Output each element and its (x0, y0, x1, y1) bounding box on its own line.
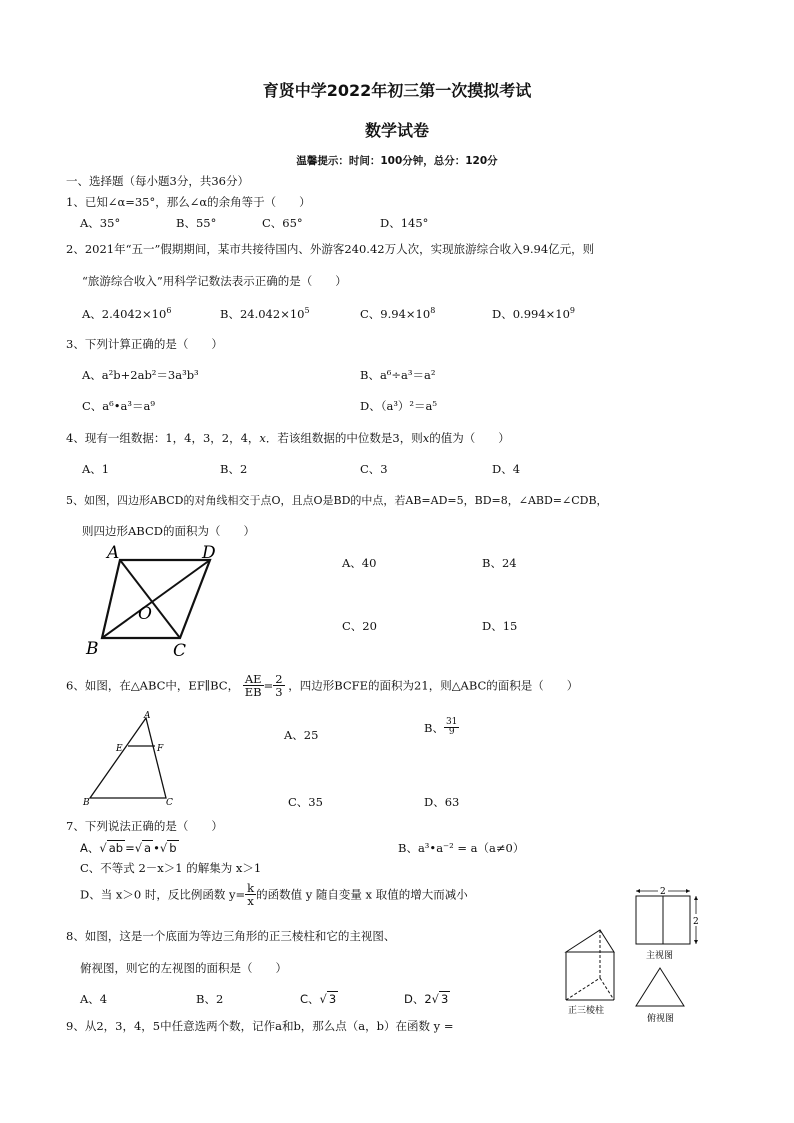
q8-option-b: B、2 (196, 992, 224, 1006)
q7-fraction-k-x: $\frac{k}{x}$ (247, 881, 255, 909)
q4-option-a: A、1 (82, 462, 110, 476)
q6-option-b: B、 $\frac{31}{9}$ (424, 717, 458, 738)
q7-stem: 7、下列说法正确的是（ ） (66, 819, 223, 833)
q4-option-c: C、3 (360, 462, 388, 476)
q6-option-b-fraction: $\frac{31}{9}$ (445, 717, 458, 738)
label-a: A (144, 711, 151, 721)
q3-option-b: B、a⁶÷a³＝a² (360, 368, 436, 382)
top-view-figure (636, 968, 684, 1024)
q6-option-c: C、35 (288, 795, 323, 809)
q8-option-c: C、√ 3 (300, 992, 337, 1006)
q3-stem: 3、下列计算正确的是（ ） (66, 337, 223, 351)
label-o: O (138, 604, 152, 624)
q7-option-d: D、当 x＞0 时，反比例函数 y= $\frac{k}{x}$ 的函数值 y 随自变量 x 取值的增大而减小 (80, 881, 468, 909)
q8-stem-line1: 8、如图，这是一个底面为等边三角形的正三棱柱和它的主视图、 (66, 929, 396, 943)
q6-option-a: A、25 (284, 728, 319, 742)
q6-triangle-figure (80, 708, 190, 810)
label-c: C (173, 641, 187, 661)
q8-option-d: D、2√ 3 (404, 992, 449, 1006)
diagonal-ac (120, 560, 180, 638)
label-f: F (157, 744, 164, 754)
front-width-dim: 2 (660, 887, 666, 897)
q6-fraction-2-3: $\frac{2}{3}$ (275, 672, 283, 700)
front-height-dim: 2 (693, 917, 699, 927)
q9-stem: 9、从2，3，4，5中任意选两个数，记作a和b，那么点（a，b）在函数 y = (66, 1019, 454, 1033)
q6-option-d: D、63 (424, 795, 460, 809)
exam-title: 育贤中学2022年初三第一次摸拟考试 (262, 81, 532, 100)
q3-option-d: D、（a³）²＝a⁵ (360, 399, 438, 413)
q8-stem-line2: 俯视图，则它的左视图的面积是（ ） (80, 961, 287, 975)
label-a: A (107, 543, 120, 563)
q1-option-d: D、145° (380, 216, 429, 230)
prism-top-face (566, 930, 614, 952)
q2-option-d: D、$0.994\times 10^9$ (492, 306, 576, 321)
q4-option-d: D、4 (492, 462, 521, 476)
q5-stem-line2: 则四边形ABCD的面积为（ ） (82, 524, 255, 538)
q5-option-b: B、24 (482, 556, 517, 570)
label-d: D (202, 543, 216, 563)
front-view-caption: 主视图 (646, 951, 674, 961)
triangle-abc (90, 718, 166, 798)
q1-option-b: B、55° (176, 216, 217, 230)
section-heading: 一、选择题（每小题3分，共36分） (66, 174, 249, 188)
label-b: B (86, 639, 99, 659)
q6-fraction-ae-eb: $\frac{AE}{EB}$ (244, 672, 262, 700)
prism-caption: 正三棱柱 (568, 1006, 605, 1016)
q5-option-d: D、15 (482, 619, 518, 633)
q5-parallelogram-figure (80, 540, 230, 662)
q2-stem-line1: 2、2021年“五一”假期期间，某市共接待国内、外游客240.42万人次，实现旅游综合收入9.94亿元，则 (66, 242, 595, 256)
q5-option-a: A、40 (342, 556, 377, 570)
top-view-triangle (636, 968, 684, 1006)
q2-option-c: C、$9.94\times 10^8$ (360, 306, 436, 321)
label-c: C (166, 798, 173, 808)
top-view-caption: 俯视图 (647, 1014, 675, 1024)
q4-stem: 4、现有一组数据：1，4，3，2，4，x．若该组数据的中位数是3，则x的值为（ ） (66, 431, 510, 445)
exam-tip: 温馨提示：时间：100分钟，总分：120分 (296, 155, 498, 167)
prism-figure (566, 930, 614, 1016)
q4-option-b: B、2 (220, 462, 248, 476)
q2-option-a: A、$2.4042\times 10^6$ (82, 306, 172, 321)
q6-stem: 6、如图，在△ABC中，EF∥BC， $\frac{AE}{EB}$ = $\frac{2}{3}$ ，四边形BCFE的面积为21，则△ABC的面积是（ ） (66, 672, 579, 700)
q5-stem-line1: 5、如图，四边形ABCD的对角线相交于点O，且点O是BD的中点，若AB=AD=5，BD=8，∠ABD=∠CDB， (66, 494, 608, 507)
q1-option-a: A、35° (80, 216, 121, 230)
exam-subtitle: 数学试卷 (364, 121, 429, 140)
label-e: E (116, 744, 123, 754)
q1-option-c: C、65° (262, 216, 303, 230)
q8-option-a: A、4 (80, 992, 108, 1006)
label-b: B (83, 798, 90, 808)
q7-option-c: C、不等式 2－x＞1 的解集为 x＞1 (80, 861, 262, 875)
q5-option-c: C、20 (342, 619, 377, 633)
q3-option-c: C、a⁶•a³＝a⁹ (82, 399, 155, 413)
q8-figures (556, 882, 726, 1024)
q1-stem: 1、已知∠α=35°，那么∠α的余角等于（ ） (66, 195, 311, 209)
q7-option-a: A、√ ab =√ a •√ b (80, 841, 177, 855)
q7-option-b: B、a³•a⁻² = a（a≠0） (398, 841, 525, 855)
front-view-figure (636, 885, 702, 961)
q2-stem-line2: “旅游综合收入”用科学记数法表示正确的是（ ） (82, 274, 347, 288)
q3-option-a: A、a²b+2ab²＝3a³b³ (82, 368, 199, 382)
q2-option-b: B、$24.042\times 10^5$ (220, 306, 310, 321)
